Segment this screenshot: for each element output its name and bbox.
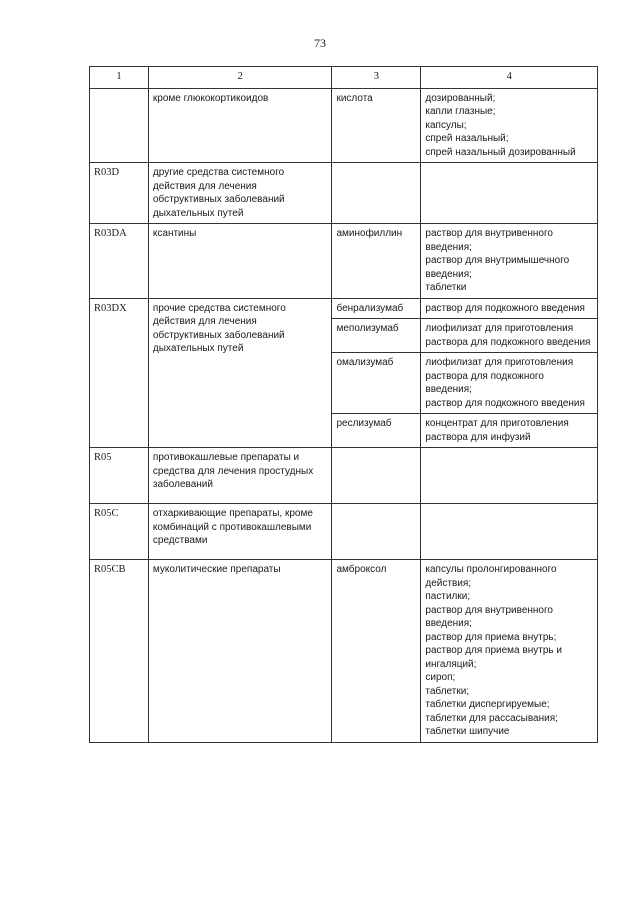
drug-name-cell: амброксол: [332, 560, 421, 743]
dosage-form-line: лиофилизат для приготовления раствора для подкожного введения: [425, 323, 591, 348]
table-row: [90, 298, 598, 319]
table-row: [90, 560, 598, 743]
table-row: [90, 163, 598, 224]
table-row: [90, 88, 598, 163]
atc-code-cell: R03DA: [90, 224, 149, 299]
group-name-cell: прочие средства системного действия для лечения обструктивных заболеваний дыхательных путей: [148, 298, 332, 448]
dosage-form-line: лиофилизат для приготовления раствора для подкожного введения;: [425, 357, 574, 395]
dosage-form-line: раствор для приема внутрь;: [425, 631, 557, 643]
header-cell-3: 3: [332, 67, 421, 89]
drug-name-cell: [332, 163, 421, 224]
dosage-forms-cell: [421, 504, 598, 560]
drug-name-cell: аминофиллин: [332, 224, 421, 299]
atc-code-cell: R05: [90, 448, 149, 504]
drug-name-cell: меполизумаб: [332, 319, 421, 353]
header-cell-4: 4: [421, 67, 598, 89]
dosage-form-line: раствор для внутривенного введения;: [425, 604, 553, 629]
dosage-forms-cell: [421, 448, 598, 504]
table-row: [90, 224, 598, 299]
header-row: [90, 67, 598, 89]
atc-code-cell: R03D: [90, 163, 149, 224]
drug-name-cell: [332, 448, 421, 504]
dosage-form-line: спрей назальный;: [425, 133, 509, 144]
dosage-forms-cell: [421, 88, 598, 163]
dosage-forms-cell: [421, 353, 598, 414]
dosage-form-line: раствор для приема внутрь и ингаляций;: [425, 645, 562, 670]
dosage-forms-cell: [421, 163, 598, 224]
dosage-form-line: капсулы пролонгированного действия;: [425, 564, 557, 589]
group-name-cell: муколитические препараты: [148, 560, 332, 743]
dosage-forms-cell: [421, 298, 598, 319]
dosage-form-line: дозированный;: [425, 92, 496, 104]
dosage-form-line: капсулы;: [425, 119, 467, 131]
atc-code-cell: [90, 88, 149, 163]
dosage-form-line: капли глазные;: [425, 106, 496, 117]
header-cell-2: 2: [148, 67, 332, 89]
dosage-forms-cell: [421, 224, 598, 299]
dosage-form-line: раствор для внутримышечного введения;: [425, 255, 570, 280]
dosage-form-line: пастилки;: [425, 591, 471, 602]
drug-name-cell: бенрализумаб: [332, 298, 421, 319]
dosage-forms-cell: [421, 560, 598, 743]
dosage-form-line: сироп;: [425, 672, 456, 683]
table-row: [90, 504, 598, 560]
group-name-cell: другие средства системного действия для лечения обструктивных заболеваний дыхательных путей: [148, 163, 332, 224]
dosage-forms-cell: [421, 319, 598, 353]
group-name-cell: отхаркивающие препараты, кроме комбинаций с противокашлевыми средствами: [148, 504, 332, 560]
page-number: 73: [314, 36, 326, 50]
dosage-form-line: раствор для подкожного введения: [425, 302, 585, 314]
atc-code-cell: R05C: [90, 504, 149, 560]
dosage-form-line: таблетки;: [425, 685, 470, 697]
group-name-cell: ксантины: [148, 224, 332, 299]
atc-code-cell: R03DX: [90, 298, 149, 448]
dosage-form-line: таблетки диспергируемые;: [425, 699, 550, 710]
atc-code-cell: R05CB: [90, 560, 149, 743]
dosage-forms-cell: [421, 414, 598, 448]
table-body: [90, 88, 598, 742]
group-name-cell: кроме глюкокортикоидов: [148, 88, 332, 163]
drug-table: [89, 66, 598, 743]
dosage-form-line: таблетки для рассасывания;: [425, 712, 558, 724]
drug-name-cell: омализумаб: [332, 353, 421, 414]
header-cell-1: 1: [90, 67, 149, 89]
drug-name-cell: [332, 504, 421, 560]
group-name-cell: противокашлевые препараты и средства для лечения простудных заболеваний: [148, 448, 332, 504]
table-row: [90, 448, 598, 504]
dosage-form-line: таблетки: [425, 282, 467, 293]
dosage-form-line: раствор для внутривенного введения;: [425, 228, 553, 253]
drug-name-cell: кислота: [332, 88, 421, 163]
dosage-form-line: раствор для подкожного введения: [425, 397, 585, 409]
dosage-form-line: таблетки шипучие: [425, 726, 510, 737]
drug-name-cell: реслизумаб: [332, 414, 421, 448]
dosage-form-line: концентрат для приготовления раствора для инфузий: [425, 418, 569, 443]
dosage-form-line: спрей назальный дозированный: [425, 146, 576, 158]
